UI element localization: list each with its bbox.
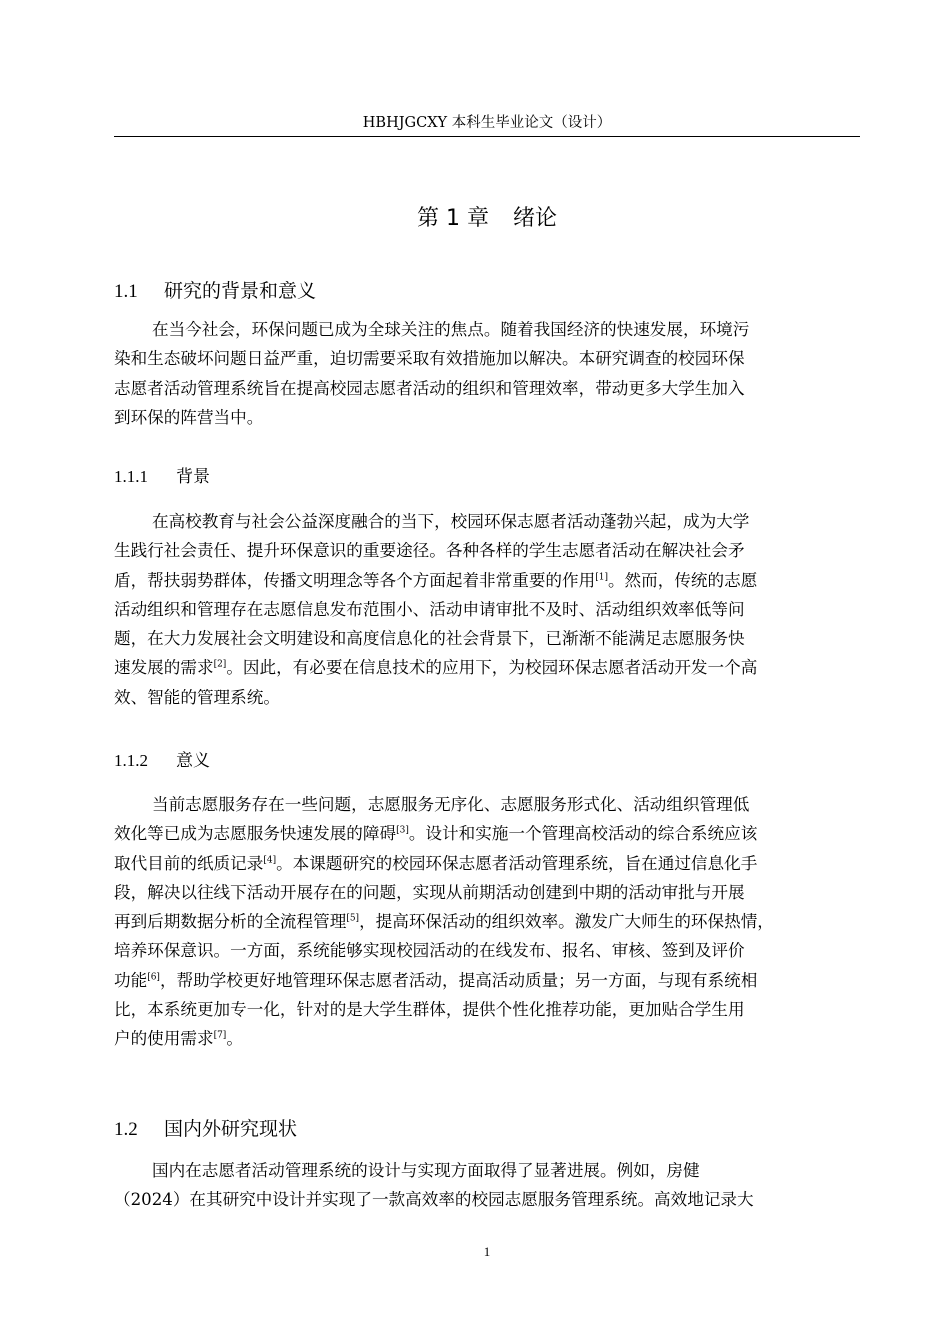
citation-1[interactable]: [1] [595,572,608,583]
text-line: 染和生态破坏问题日益严重，迫切需要采取有效措施加以解决。本研究调查的校园环保 [114,349,745,369]
text-run: 。然而，传统的志愿 [607,570,758,590]
text-run: 。设计和实施一个管理高校活动的综合系统应该 [408,824,758,844]
chapter-title [114,203,860,235]
text-line: 效、智能的管理系统。 [114,687,280,707]
text-line: 在当今社会，环保问题已成为全球关注的焦点。随着我国经济的快速发展，环境污 [152,320,750,339]
text-line: （2024）在其研究中设计并实现了一款高效率的校园志愿服务管理系统。高效地记录大 [114,1190,754,1210]
section-heading-1-1-1 [114,464,860,490]
chapter-label: 第 1 章 [417,206,489,231]
text-run: 速发展的需求 [114,658,214,678]
text-line [114,819,860,848]
text-line: 段，解决以往线下活动开展存在的问题，实现从前期活动创建到中期的活动审批与开展 [114,882,745,902]
text-run: 效化等已成为志愿服务快速发展的障碍 [114,824,397,844]
text-line: 培养环保意识。一方面，系统能够实现校园活动的在线发布、报名、审核、签到及评价 [114,941,745,961]
text-line: 到环保的阵营当中。 [114,407,264,427]
text-run: 盾，帮扶弱势群体，传播文明理念等各个方面起着非常重要的作用 [114,570,596,590]
page-number: 1 [483,1244,491,1259]
running-header: HBHJGCXY 本科生毕业论文（设计） [362,115,612,131]
section-title: 背景 [176,467,210,487]
citation-3[interactable]: [3] [396,825,409,836]
text-line: 活动组织和管理存在志愿信息发布范围小、活动申请审批不及时、活动组织效率低等问 [114,599,745,619]
citation-6[interactable]: [6] [147,972,160,983]
text-run: 。 [226,1029,243,1049]
section-heading-1-1-2 [114,748,860,774]
section-title: 意义 [176,751,210,771]
text-line: 比，本系统更加专一化，针对的是大学生群体，提供个性化推荐功能，更加贴合学生用 [114,1000,745,1020]
text-run: 再到后期数据分析的全流程管理 [114,912,347,932]
section-heading-1-1 [114,277,860,306]
text-line: 题，在大力发展社会文明建设和高度信息化的社会背景下，已渐渐不能满足志愿服务快 [114,629,745,649]
text-line [114,566,860,595]
citation-4[interactable]: [4] [263,855,277,866]
text-run: 户的使用需求 [114,1029,214,1049]
section-number: 1.1.2 [114,751,148,770]
chapter-name: 绪论 [512,206,557,231]
paragraph-background [114,507,860,712]
text-run: 功能 [114,970,148,990]
paragraph-intro [114,315,860,432]
citation-7[interactable]: [7] [213,1030,227,1041]
section-title: 研究的背景和意义 [164,280,317,302]
text-line [114,653,860,682]
text-line: 生践行社会责任、提升环保意识的重要途径。各种各样的学生志愿者活动在解决社会矛 [114,541,745,561]
header-rule [114,136,860,137]
section-number: 1.2 [114,1119,138,1140]
text-run: 取代目前的纸质记录 [114,853,264,873]
text-line: 当前志愿服务存在一些问题，志愿服务无序化、志愿服务形式化、活动组织管理低 [152,795,750,814]
paragraph-domestic-research [114,1156,860,1215]
text-line [114,907,860,936]
text-line: 国内在志愿者活动管理系统的设计与实现方面取得了显著进展。例如，房健 [152,1161,700,1180]
section-number: 1.1.1 [114,467,148,486]
paragraph-significance [114,790,860,1054]
section-heading-1-2 [114,1115,860,1144]
text-run: 。因此，有必要在信息技术的应用下，为校园环保志愿者活动开发一个高 [226,658,758,678]
text-line: 志愿者活动管理系统旨在提高校园志愿者活动的组织和管理效率，带动更多大学生加入 [114,378,745,398]
text-run: 。本课题研究的校园环保志愿者活动管理系统，旨在通过信息化手 [276,853,758,873]
section-title: 国内外研究现状 [164,1118,298,1140]
text-run: ，提高环保活动的组织效率。激发广大师生的环保热情， [359,912,774,932]
section-number: 1.1 [114,281,138,302]
text-line: 在高校教育与社会公益深度融合的当下，校园环保志愿者活动蓬勃兴起，成为大学 [152,512,750,531]
citation-5[interactable]: [5] [346,913,360,924]
text-line [114,849,860,878]
text-line [114,1024,860,1053]
citation-2[interactable]: [2] [213,659,227,670]
text-line [114,966,860,995]
text-run: ，帮助学校更好地管理环保志愿者活动，提高活动质量；另一方面，与现有系统相 [159,970,758,990]
